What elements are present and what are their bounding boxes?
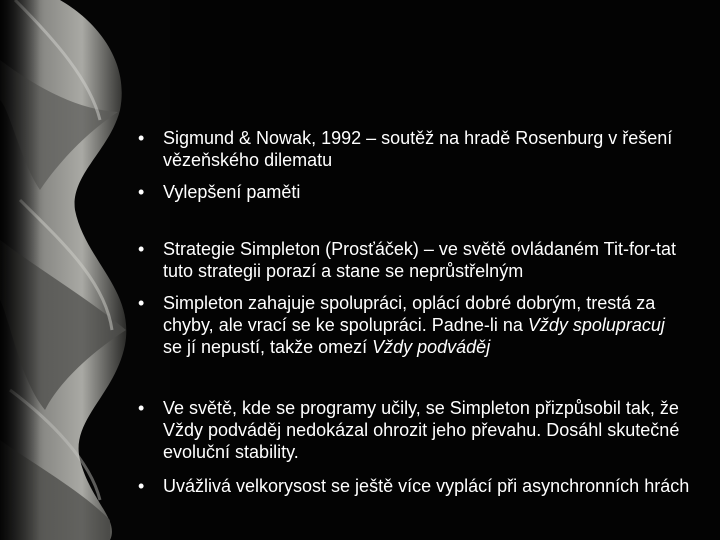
bullet-glyph: • bbox=[138, 398, 145, 418]
bullet-line: Uvážlivá velkorysost se ještě více vyplácí při asynchronních hrách bbox=[163, 476, 690, 496]
stone-column-image bbox=[0, 0, 170, 540]
bullet-line: chyby, ale vrací se ke spolupráci. Padne-li na Vždy spolupracuj bbox=[163, 315, 665, 335]
bullet-line: evoluční stability. bbox=[163, 442, 299, 462]
bullet-glyph: • bbox=[138, 128, 145, 148]
bullet-glyph: • bbox=[138, 182, 145, 202]
bullet-line: tuto strategii porazí a stane se neprůstřelným bbox=[163, 261, 524, 281]
bullet-line: vězeňského dilematu bbox=[163, 150, 333, 170]
bullet-glyph: • bbox=[138, 239, 145, 259]
bullet-line: Vylepšení paměti bbox=[163, 182, 301, 202]
bullet-glyph: • bbox=[138, 293, 145, 313]
bullet-line: Simpleton zahajuje spolupráci, oplácí dobré dobrým, trestá za bbox=[163, 293, 656, 313]
bullet-line: Strategie Simpleton (Prosťáček) – ve světě ovládaném Tit-for-tat bbox=[163, 239, 676, 259]
bullet-line: Sigmund & Nowak, 1992 – soutěž na hradě Rosenburg v řešení bbox=[163, 128, 673, 148]
bullet-line: se jí nepustí, takže omezí Vždy podváděj bbox=[163, 337, 491, 357]
bullet-line: Ve světě, kde se programy učily, se Simpleton přizpůsobil tak, že bbox=[163, 398, 679, 418]
bullet-glyph: • bbox=[138, 476, 145, 496]
bullet-line: Vždy podváděj nedokázal ohrozit jeho převahu. Dosáhl skutečné bbox=[163, 420, 680, 440]
